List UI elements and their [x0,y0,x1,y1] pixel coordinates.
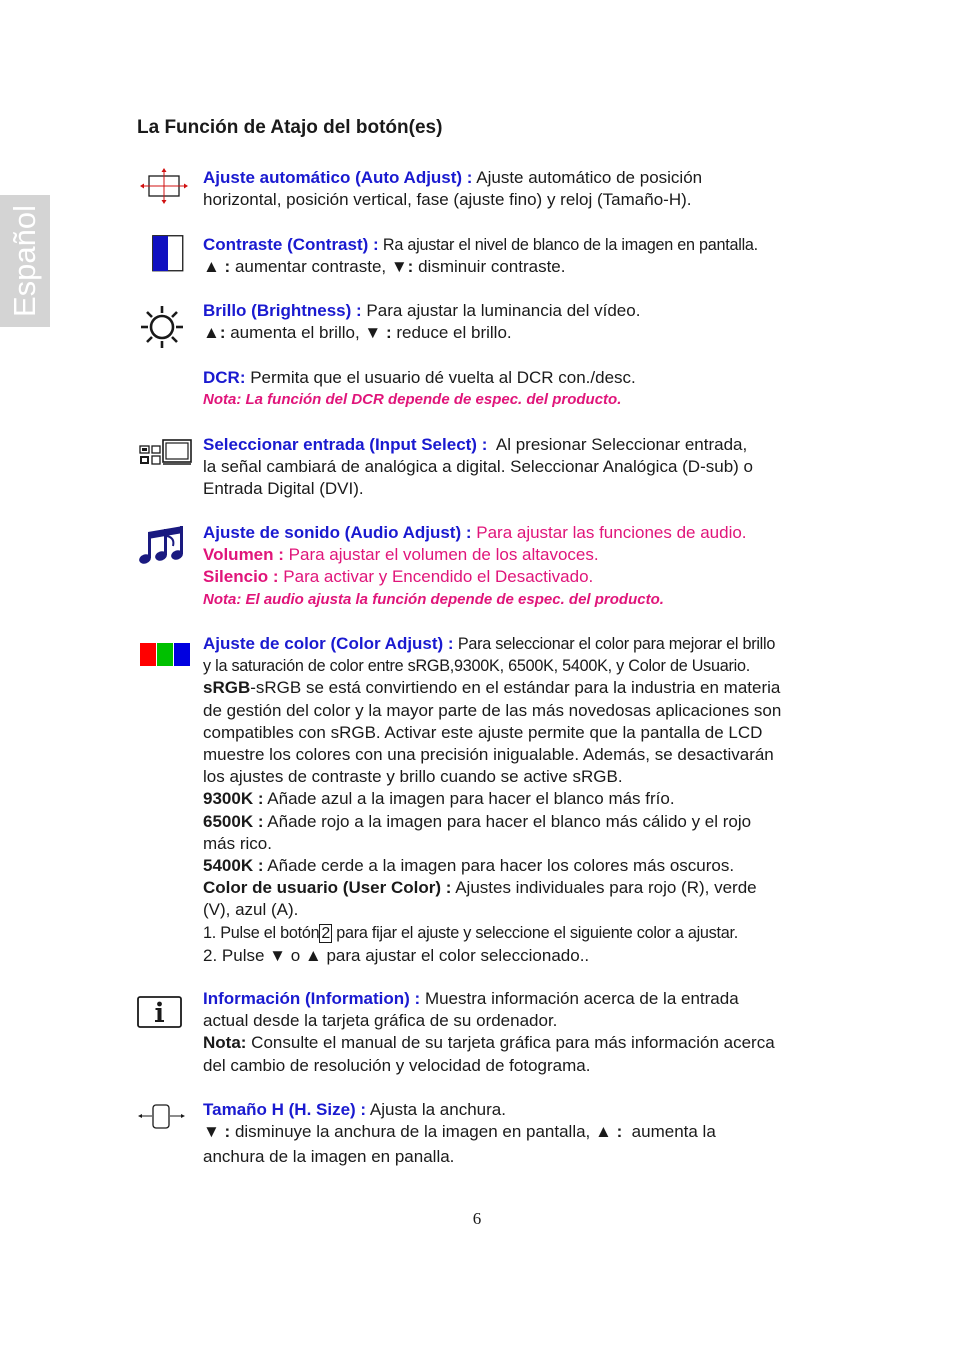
9300k-text: Añade azul a la imagen para hacer el blanco más frío. [263,789,675,809]
color-bars-icon [140,643,192,672]
information-text: Muestra información acerca de la entrada [420,989,739,1008]
dcr-key: DCR: [203,368,246,387]
contrast-down-symbol: ▼: [390,257,414,277]
information-note-text-2: del cambio de resolución y velocidad de fotograma. [203,1055,591,1075]
6500k-text: Añade rojo a la imagen para hacer el blanco más cálido y el rojo [263,811,752,831]
audio-key: Ajuste de sonido (Audio Adjust) : [203,523,472,542]
step2-pre: 2. Pulse [203,945,270,965]
step1-pre: 1. Pulse el botón [203,923,320,942]
step1-button-2: 2 [321,924,330,942]
information-section [203,988,843,1077]
h-size-section [203,1099,843,1169]
h-size-up-symbol: ▲ : [595,1122,623,1142]
dcr-section [203,367,843,411]
brightness-down-text: reduce el brillo. [391,323,512,343]
user-color-text-2: (V), azul (A). [203,900,299,920]
auto-adjust-key: Ajuste automático (Auto Adjust) : [203,168,473,187]
brightness-icon [139,305,185,354]
h-size-up-text: aumenta la [622,1122,716,1142]
audio-note: Nota: El audio ajusta la función depende de espec. del producto. [203,590,664,608]
srgb-text-3: compatibles con sRGB. Activar este ajuste permite que la pantalla de LCD [203,722,763,742]
mute-text: Para activar y Encendido el Desactivado. [278,567,594,587]
color-section [203,633,843,967]
input-select-icon [139,438,193,473]
contrast-icon [152,235,184,278]
h-size-down-symbol: ▼ : [203,1122,231,1142]
5400k-key: 5400K : [203,856,264,876]
user-color-text: Ajustes individuales para rojo (R), verde [451,878,757,898]
input-select-text: Al presionar Seleccionar entrada, [487,435,748,454]
brightness-up-symbol: ▲: [203,323,226,343]
contrast-key: Contraste (Contrast) : [203,235,379,254]
color-text: Para seleccionar el color para mejorar el brillo [453,635,776,653]
step2-post: para ajustar el color seleccionado.. [321,945,590,965]
input-select-text-3: Entrada Digital (DVI). [203,479,364,499]
information-text-2: actual desde la tarjeta gráfica de su ordenador. [203,1011,558,1031]
srgb-text: -sRGB se está convirtiendo en el estándar para la industria en materia [250,678,781,698]
step2-up-symbol: ▲ [304,945,322,965]
info-icon [137,996,183,1033]
srgb-text-5: los ajustes de contraste y brillo cuando se active sRGB. [203,767,623,787]
h-size-text: Ajusta la anchura. [366,1100,506,1119]
language-side-tab [0,195,50,327]
auto-adjust-icon [139,168,189,209]
step1-post: para fijar el ajuste y seleccione el siguiente color a ajustar. [332,923,739,942]
6500k-key: 6500K : [203,811,264,831]
brightness-key: Brillo (Brightness) : [203,301,362,320]
mute-key: Silencio : [203,567,279,587]
contrast-up-symbol: ▲ : [203,257,231,277]
audio-section [203,522,843,611]
brightness-up-text: aumenta el brillo, [225,323,365,343]
h-size-icon [137,1102,187,1137]
auto-adjust-text: Ajuste automático de posición [472,168,703,187]
input-select-section [203,434,843,501]
5400k-text: Añade cerde a la imagen para hacer los colores más oscuros. [263,856,735,876]
contrast-up-text: aumentar contraste, [230,257,391,277]
page-number: 6 [472,1209,482,1228]
auto-adjust-text-2: horizontal, posición vertical, fase (ajuste fino) y reloj (Tamaño-H). [203,190,692,210]
h-size-text-3: anchura de la imagen en panalla. [203,1147,455,1167]
contrast-section [203,234,843,278]
input-select-text-2: la señal cambiará de analógica a digital. Seleccionar Analógica (D-sub) o [203,457,753,477]
6500k-text-2: más rico. [203,833,272,853]
dcr-text: Permita que el usuario dé vuelta al DCR con./desc. [245,368,636,387]
music-notes-icon [139,524,187,571]
audio-text: Para ajustar las funciones de audio. [471,523,747,542]
srgb-text-2: de gestión del color y la mayor parte de las más novedosas aplicaciones son [203,700,782,720]
color-key: Ajuste de color (Color Adjust) : [203,634,454,653]
step2-mid: o [285,945,305,965]
contrast-down-text: disminuir contraste. [413,257,566,277]
input-select-key: Seleccionar entrada (Input Select) : [203,435,488,454]
9300k-key: 9300K : [203,789,264,809]
volume-text: Para ajustar el volumen de los altavoces. [283,545,599,565]
language-label: Español [7,204,42,318]
srgb-text-4: muestre los colores con una precisión inigualable. Además, se desactivarán [203,745,774,765]
information-note-text: Consulte el manual de su tarjeta gráfica para más información acerca [246,1033,775,1053]
information-key: Información (Information) : [203,989,421,1008]
h-size-down-text: disminuye la anchura de la imagen en pantalla, [230,1122,596,1142]
brightness-down-symbol: ▼ : [364,323,392,343]
volume-key: Volumen : [203,545,284,565]
brightness-section [203,300,843,344]
dcr-note: Nota: La función del DCR depende de espec. del producto. [203,391,622,409]
color-text-2: y la saturación de color entre sRGB,9300K, 6500K, 5400K, y Color de Usuario. [203,657,750,676]
contrast-text: Ra ajustar el nivel de blanco de la imagen en pantalla. [378,236,758,254]
h-size-key: Tamaño H (H. Size) : [203,1100,367,1119]
page-heading: La Función de Atajo del botón(es) [137,117,443,138]
brightness-text: Para ajustar la luminancia del vídeo. [361,301,641,320]
srgb-key: sRGB [203,678,251,698]
step2-down-symbol: ▼ [269,945,286,965]
information-note-key: Nota: [203,1033,247,1053]
auto-adjust-section [203,167,843,211]
user-color-key: Color de usuario (User Color) : [203,878,452,898]
